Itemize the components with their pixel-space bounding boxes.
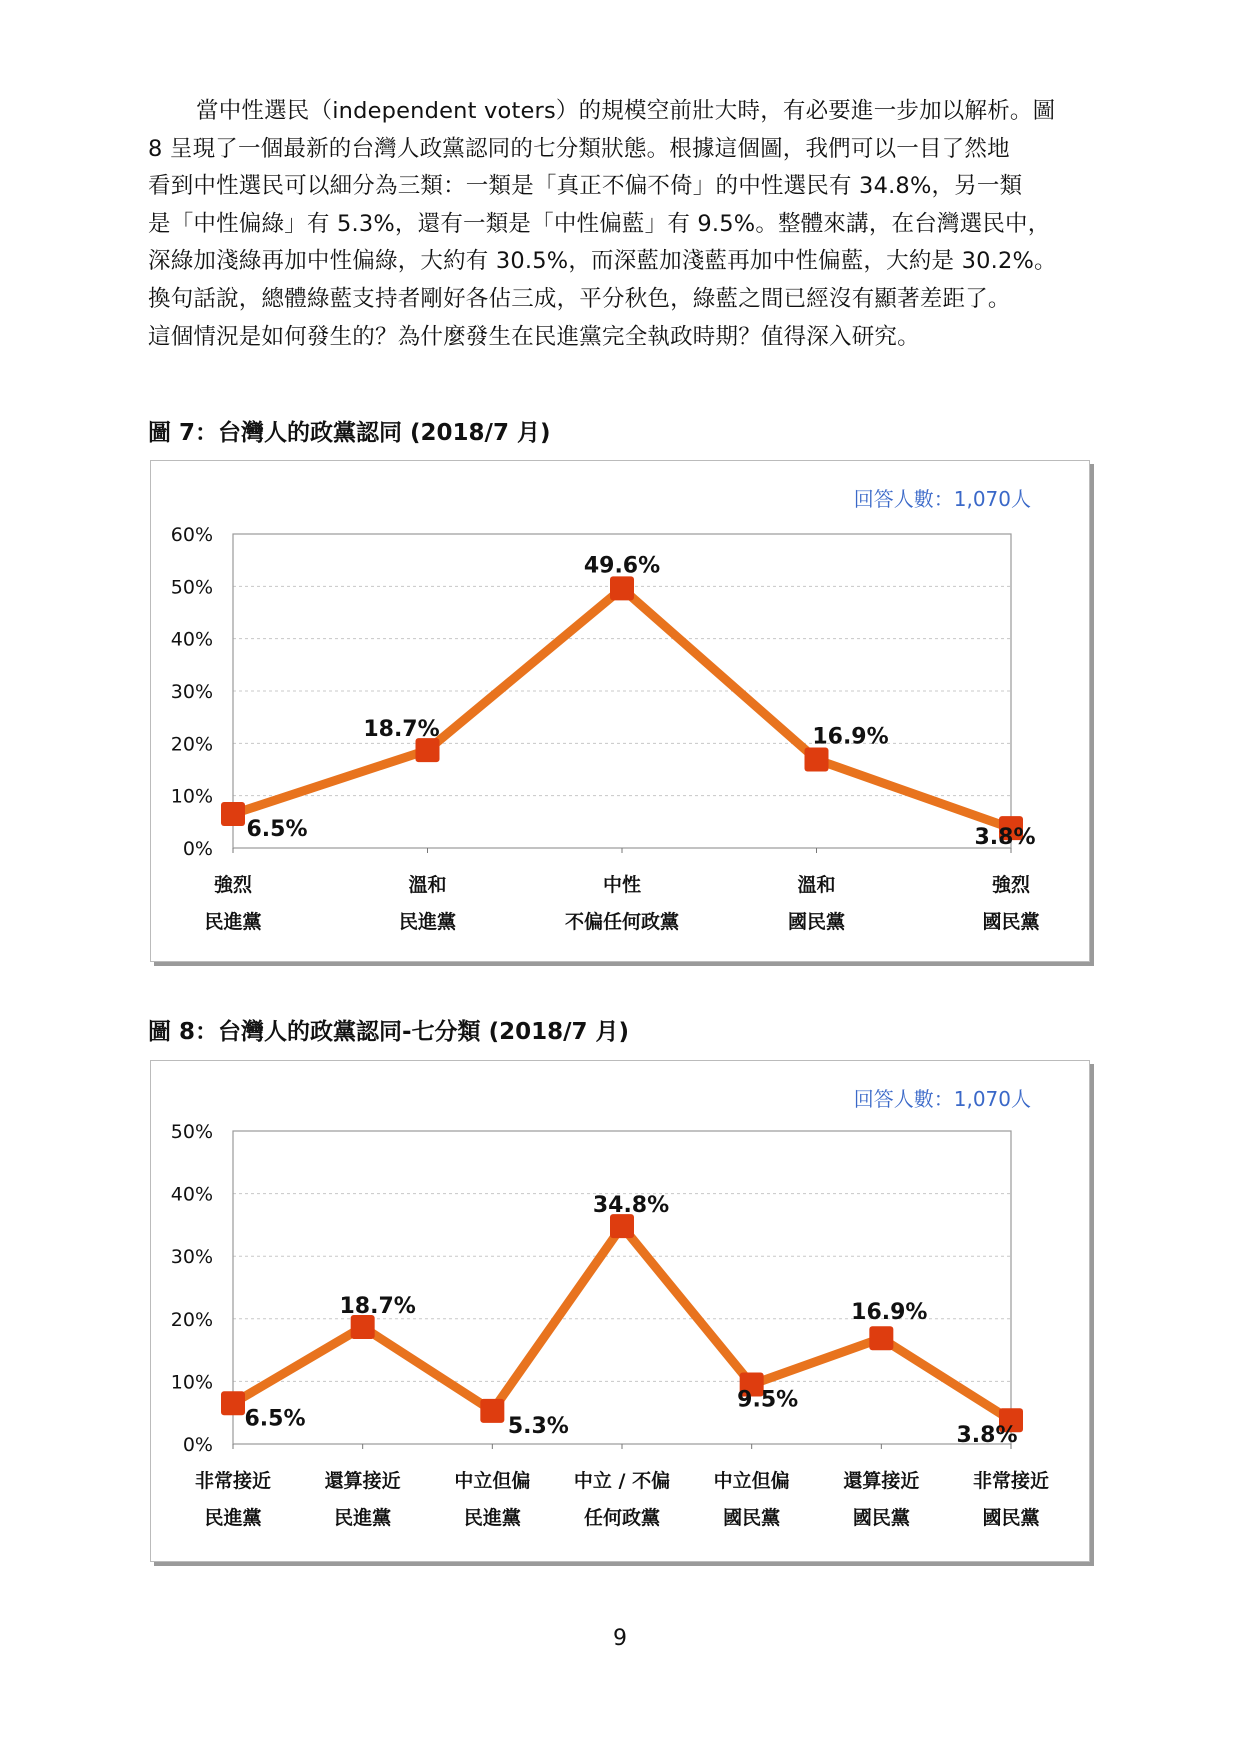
figure-8-category-label: 國民黨 — [982, 1507, 1040, 1529]
figure-7-category-label: 溫和 — [797, 874, 836, 896]
figure-8-category-label: 國民黨 — [723, 1507, 781, 1529]
figure-8-category-label: 中立 / 不偏 — [573, 1470, 671, 1492]
figure-8-y-tick-label: 0% — [182, 1434, 213, 1456]
figure-7-category-label: 國民黨 — [787, 911, 846, 933]
figure-7-category-label: 不偏任何政黨 — [564, 911, 680, 933]
figure-8-line-chart — [151, 1061, 1089, 1561]
figure-7-y-tick-label: 10% — [170, 785, 213, 808]
figure-7-title: 圖 7：台灣人的政黨認同 (2018/7 月) — [148, 420, 551, 446]
figure-8-category-label: 中立但偏 — [713, 1470, 790, 1492]
figure-8-title: 圖 8：台灣人的政黨認同-七分類 (2018/7 月) — [148, 1019, 630, 1045]
figure-7-line-chart — [151, 461, 1089, 961]
figure-8-category-label: 非常接近 — [972, 1470, 1050, 1492]
figure-8-category-label: 任何政黨 — [583, 1507, 661, 1529]
figure-7-data-point — [221, 802, 245, 826]
figure-8-data-label: 9.5% — [737, 1387, 799, 1413]
figure-8-category-label: 民進黨 — [204, 1507, 262, 1529]
figure-7-category-label: 國民黨 — [982, 911, 1040, 933]
figure-8-data-label: 18.7% — [339, 1293, 416, 1319]
figure-8-y-tick-label: 50% — [170, 1121, 213, 1143]
figure-8-y-tick-label: 10% — [170, 1371, 213, 1394]
figure-8-data-label: 6.5% — [244, 1406, 306, 1432]
figure-7-category-label: 強烈 — [991, 874, 1031, 896]
body-paragraph — [148, 93, 1100, 356]
figure-8-respondent-count: 回答人數：1,070人 — [853, 1087, 1031, 1111]
figure-7-y-tick-label: 40% — [170, 628, 213, 651]
figure-7-chart-frame — [150, 460, 1090, 962]
paragraph-line: 這個情況是如何發生的？為什麼發生在民進黨完全執政時期？值得深入研究。 — [148, 323, 920, 350]
figure-8-category-label: 還算接近 — [843, 1470, 920, 1492]
figure-8-plot-area — [233, 1131, 1011, 1444]
figure-7-data-label: 49.6% — [583, 553, 661, 579]
figure-7-y-tick-label: 60% — [170, 524, 213, 546]
figure-8-y-tick-label: 30% — [170, 1246, 213, 1269]
figure-7-category-label: 中性 — [602, 874, 642, 896]
figure-7-data-label: 18.7% — [363, 717, 440, 743]
paragraph-line: 換句話說，總體綠藍支持者剛好各佔三成，平分秋色，綠藍之間已經沒有顯著差距了。 — [148, 285, 1011, 312]
figure-7-category-label: 強烈 — [213, 874, 253, 896]
figure-8-category-label: 民進黨 — [463, 1507, 521, 1529]
paragraph-line: 當中性選民（independent voters）的規模空前壯大時，有必要進一步加以解析。圖 — [196, 98, 1056, 124]
paragraph-line: 是「中性偏綠」有 5.3%，還有一類是「中性偏藍」有 9.5%。整體來講，在台灣選民中， — [148, 210, 1051, 237]
figure-8-data-point — [480, 1399, 504, 1423]
figure-7-category-label: 民進黨 — [204, 911, 262, 933]
figure-7-y-tick-label: 0% — [182, 838, 213, 860]
figure-8-category-label: 中立但偏 — [454, 1470, 531, 1492]
figure-8-data-point — [869, 1326, 893, 1350]
paragraph-line: 8 呈現了一個最新的台灣人政黨認同的七分類狀態。根據這個圖，我們可以一目了然地 — [148, 135, 1010, 162]
figure-8-category-label: 民進黨 — [334, 1507, 392, 1529]
figure-8-y-tick-label: 40% — [170, 1183, 213, 1206]
paragraph-line: 深綠加淺綠再加中性偏綠，大約有 30.5%，而深藍加淺藍再加中性偏藍，大約是 30.2%。 — [148, 248, 1057, 275]
figure-7-category-label: 民進黨 — [398, 911, 457, 933]
page-number: 9 — [613, 1626, 627, 1651]
figure-8-data-point — [221, 1391, 245, 1415]
figure-8-data-label: 34.8% — [592, 1193, 670, 1219]
figure-8-y-tick-label: 20% — [170, 1308, 213, 1331]
figure-8-chart-frame — [150, 1060, 1090, 1562]
figure-8-category-label: 國民黨 — [852, 1507, 910, 1529]
figure-7-y-tick-label: 50% — [170, 576, 213, 599]
figure-8-category-label: 非常接近 — [194, 1470, 272, 1492]
figure-7-data-label: 3.8% — [974, 825, 1036, 851]
figure-8-data-label: 16.9% — [851, 1300, 928, 1326]
figure-7-data-point — [610, 576, 634, 600]
figure-7-y-tick-label: 20% — [170, 733, 213, 756]
paragraph-line: 看到中性選民可以細分為三類：一類是「真正不偏不倚」的中性選民有 34.8%，另一類 — [148, 173, 1023, 200]
figure-7-y-tick-label: 30% — [170, 681, 213, 703]
figure-7-category-label: 溫和 — [408, 874, 447, 896]
figure-8-data-label: 3.8% — [956, 1423, 1018, 1449]
figure-7-respondent-count: 回答人數：1,070人 — [853, 487, 1031, 511]
figure-7-data-label: 6.5% — [246, 816, 308, 842]
figure-7-data-label: 16.9% — [812, 724, 889, 750]
figure-8-data-label: 5.3% — [507, 1413, 569, 1439]
figure-7-data-point — [805, 748, 829, 772]
figure-8-category-label: 還算接近 — [324, 1470, 401, 1492]
figure-7-series-line — [233, 588, 1011, 828]
